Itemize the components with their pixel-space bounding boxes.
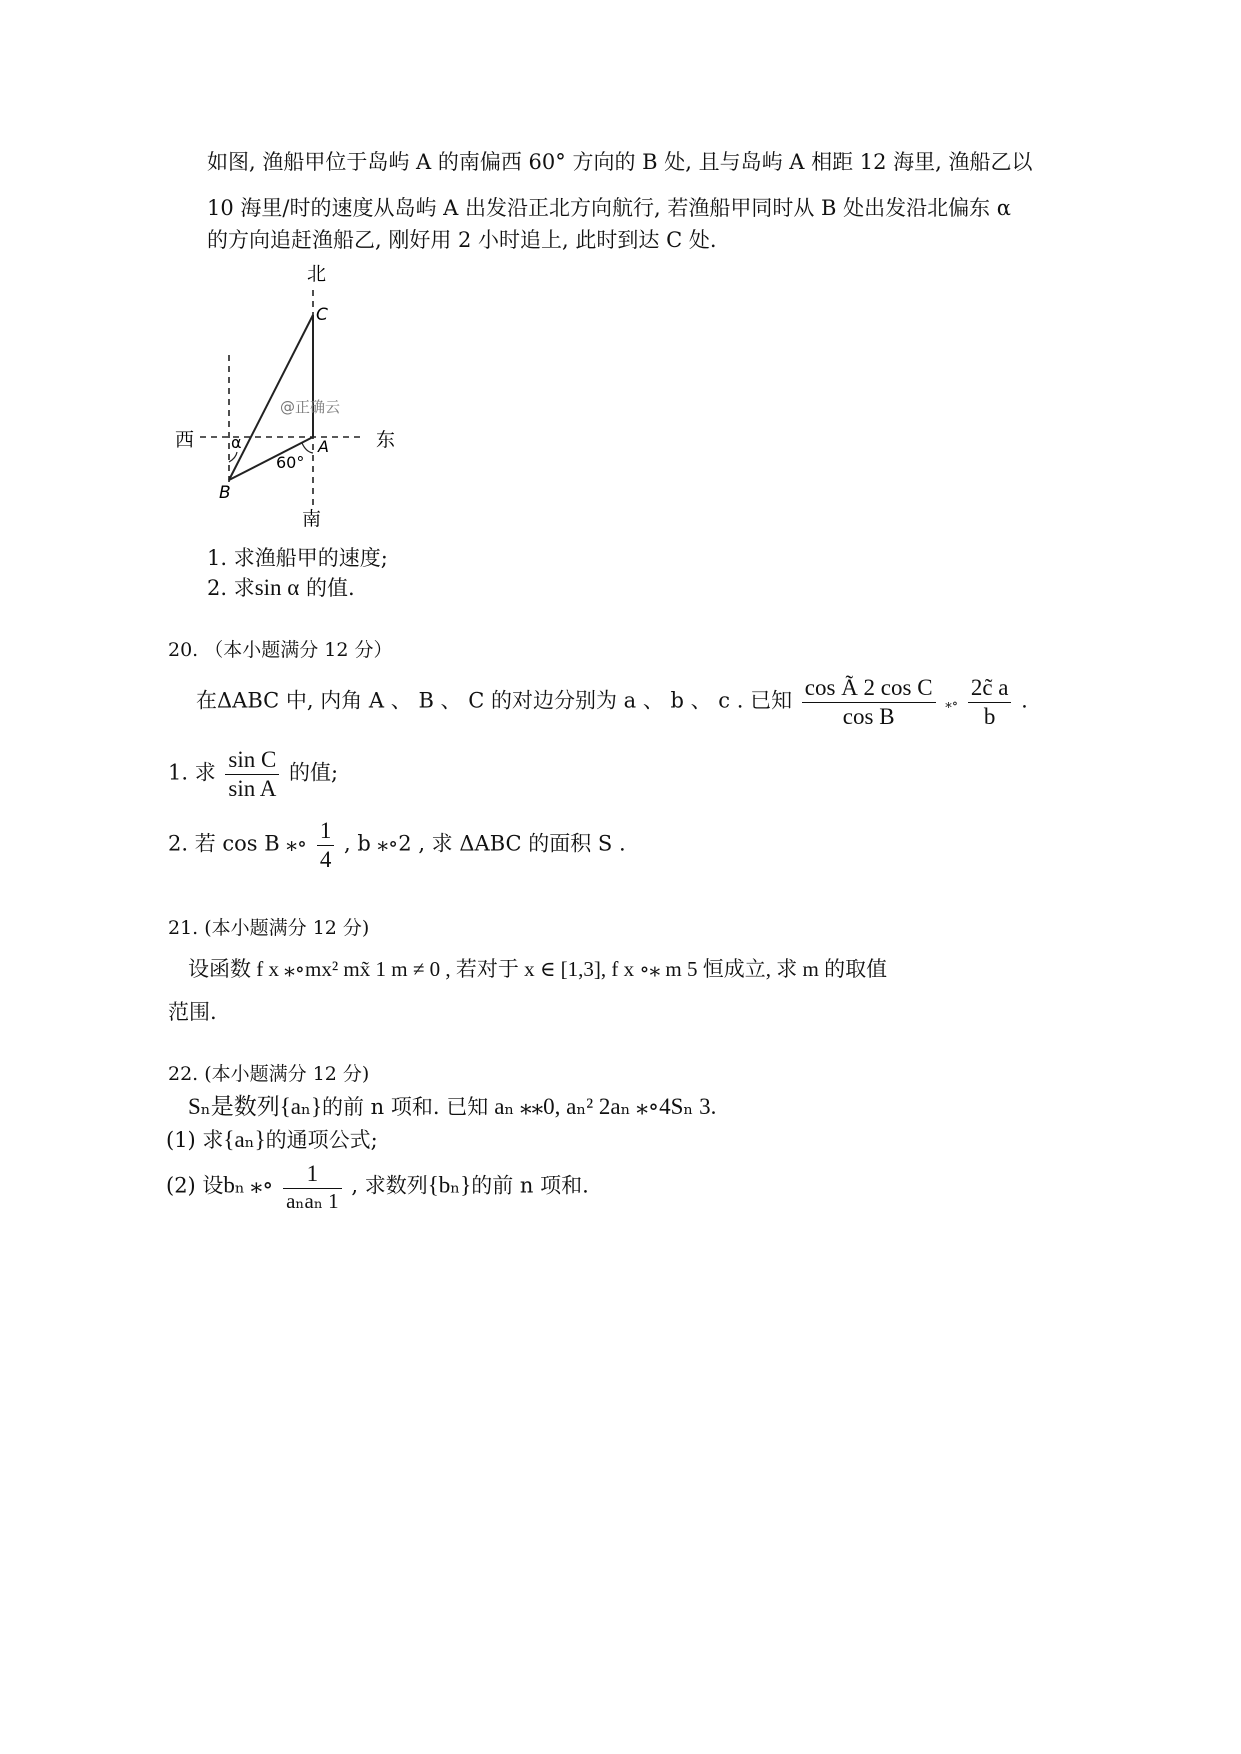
q20-header: 20. （本小题满分 12 分） — [168, 639, 393, 661]
q19-paragraph-2: 10 海里/时的速度从岛屿 A 出发沿正北方向航行, 若渔船甲同时从 B 处出发沿北偏东 α — [207, 196, 1011, 220]
q20-sub-2-den: 4 — [317, 845, 335, 874]
q20-fraction-rhs-num: 2c̃ a — [970, 675, 1009, 700]
q21-line-1: 设函数 f x ⁎∘mx² mx̃ 1 m ≠ 0 , 若对于 x ∈ [1,3], f x ∘⁎ m 5 恒成立, 求 m 的取值 — [188, 957, 888, 981]
q19-sub-2-suffix: 的值. — [299, 576, 355, 600]
watermark: @正确云 — [280, 398, 341, 416]
q20-sub-1-prefix: 1. 求 — [168, 760, 216, 785]
sixty-arc — [302, 443, 313, 453]
q20-sub-1-den: sin A — [225, 774, 279, 803]
q20-fraction-lhs — [802, 674, 936, 730]
q20-fraction-lhs-den: cos B — [802, 702, 936, 731]
q22-line-1 — [188, 1093, 716, 1121]
q22-sub-2-c: , 求数列 — [351, 1173, 428, 1198]
q20-stem-prefix: 在ΔABC 中, 内角 A 、 B 、 C 的对边分别为 a 、 b 、 c . 已知 — [196, 688, 793, 713]
q20-sub-2-fraction — [317, 817, 335, 873]
q20-sub-2-suffix: , b ⁎∘2 , 求 ΔABC 的面积 S . — [344, 831, 626, 856]
label-south: 南 — [302, 508, 322, 530]
label-east: 东 — [376, 429, 396, 451]
q20-fraction-rhs — [968, 674, 1012, 730]
q22-line-1-c: aₙ ⁎⁎0, aₙ² 2aₙ ⁎∘4Sₙ 3. — [494, 1094, 717, 1119]
navigation-diagram — [175, 255, 440, 555]
q20-sub-1-num: sin C — [228, 747, 277, 772]
label-60-degree: 60° — [276, 453, 305, 472]
q20-sub-2-num: 1 — [319, 818, 332, 843]
q20-stem-end: . — [1021, 688, 1028, 713]
q20-fraction-lhs-num: cos Ã 2 cos C — [804, 675, 933, 700]
q20-sub-1-suffix: 的值; — [289, 760, 339, 785]
q22-line-1-a: Sₙ是数列{aₙ} — [188, 1094, 322, 1119]
q20-sub-1 — [168, 746, 338, 802]
q22-header: 22. (本小题满分 12 分) — [168, 1063, 370, 1085]
q20-sub-2-prefix: 2. 若 cos B ⁎∘ — [168, 831, 308, 856]
q22-sub-2-e: 的前 n 项和. — [471, 1173, 589, 1198]
q19-paragraph-1: 如图, 渔船甲位于岛屿 A 的南偏西 60° 方向的 B 处, 且与岛屿 A 相距 12 海里, 渔船乙以 — [207, 150, 1033, 174]
q22-sub-2-d: {bₙ} — [427, 1172, 472, 1198]
label-north: 北 — [307, 263, 327, 285]
label-point-b: B — [219, 483, 231, 503]
q22-sub-1-a: (1) 求 — [166, 1128, 224, 1152]
q22-sub-2-den: aₙaₙ 1 — [283, 1188, 342, 1214]
q20-sub-2 — [168, 817, 626, 873]
q19-paragraph-3: 的方向追赶渔船乙, 刚好用 2 小时追上, 此时到达 C 处. — [207, 228, 717, 252]
q22-sub-2 — [166, 1160, 589, 1214]
q19-sub-2 — [207, 574, 355, 602]
q20-stem — [196, 674, 1028, 730]
q21-line-2: 范围. — [168, 1000, 217, 1024]
q22-sub-1 — [166, 1126, 378, 1154]
q22-sub-1-b: {aₙ} — [223, 1127, 266, 1152]
q22-sub-2-num: 1 — [306, 1161, 319, 1186]
alpha-arc — [229, 452, 237, 462]
label-point-a: A — [318, 437, 329, 456]
q19-sub-2-math: sin α — [254, 575, 300, 600]
label-alpha: α — [231, 433, 242, 452]
q20-sub-1-fraction — [225, 746, 279, 802]
q22-sub-2-b: bₙ ⁎∘ — [223, 1172, 274, 1198]
q19-sub-1: 1. 求渔船甲的速度; — [207, 546, 388, 570]
q20-eq-mark: ⁎∘ — [945, 696, 959, 712]
q19-sub-2-prefix: 2. 求 — [207, 576, 255, 600]
q22-sub-2-a: (2) 设 — [166, 1173, 224, 1198]
label-point-c: C — [316, 305, 328, 325]
q21-header: 21. (本小题满分 12 分) — [168, 917, 370, 939]
q22-sub-1-c: 的通项公式; — [265, 1128, 378, 1152]
q22-line-1-b: 的前 n 项和. 已知 — [321, 1095, 489, 1119]
label-west: 西 — [175, 429, 195, 451]
q22-sub-2-fraction — [283, 1160, 342, 1214]
q20-fraction-rhs-den: b — [968, 702, 1012, 731]
